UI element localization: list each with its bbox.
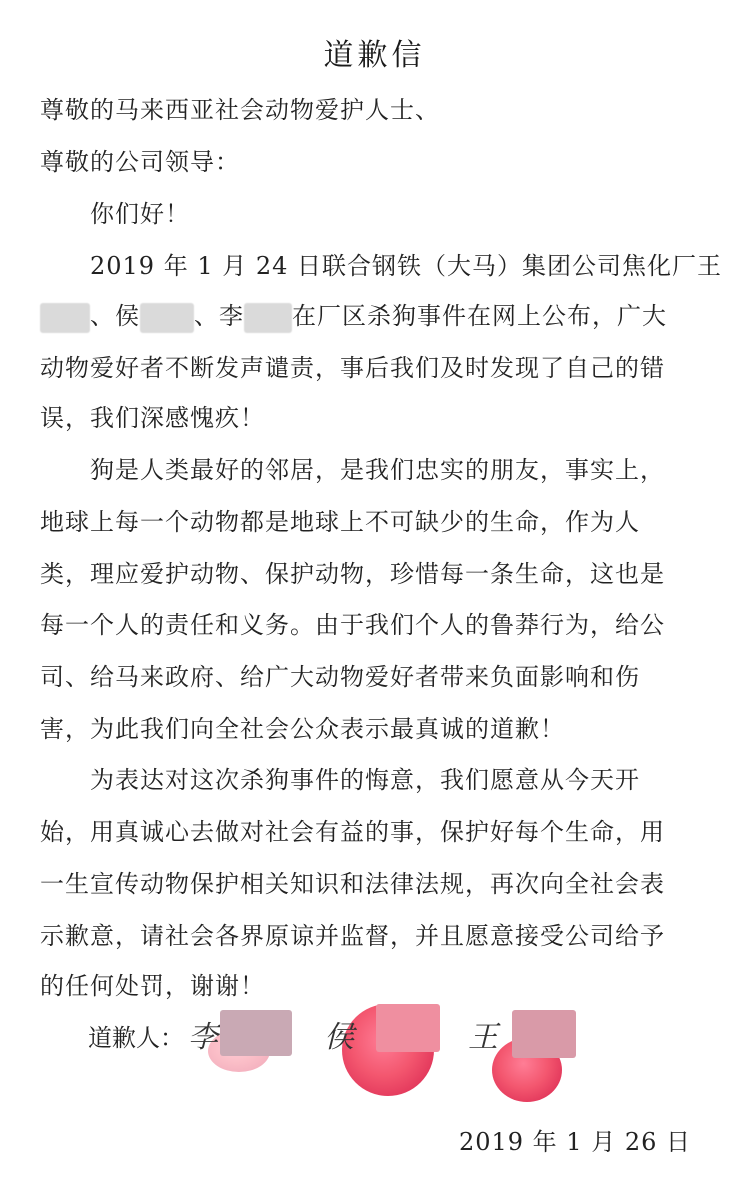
- redacted-name-2: [140, 303, 194, 333]
- p1-fragment-c: 在厂区杀狗事件在网上公布，广大: [292, 302, 667, 330]
- paragraph-1-line-1: 2019 年 1 月 24 日联合钢铁（大马）集团公司焦化厂王: [90, 252, 723, 280]
- paragraph-2-line-3: 类，理应爱护动物、保护动物，珍惜每一条生命，这也是: [40, 560, 665, 588]
- paragraph-3-line-5: 的任何处罚，谢谢！: [40, 972, 265, 1000]
- paragraph-1-line-4: 误，我们深感愧疚！: [40, 404, 265, 432]
- p1-fragment-a: 、侯: [90, 302, 140, 330]
- salutation-line-1: 尊敬的马来西亚社会动物爱护人士、: [40, 96, 440, 124]
- paragraph-3-line-1: 为表达对这次杀狗事件的悔意，我们愿意从今天开: [90, 766, 640, 794]
- salutation-line-2: 尊敬的公司领导：: [40, 148, 240, 176]
- redacted-name-3: [244, 303, 292, 333]
- signature-label: 道歉人：: [88, 1024, 184, 1052]
- letter-title: 道歉信: [323, 38, 426, 73]
- redacted-name-1: [40, 303, 90, 333]
- letter-date: 2019 年 1 月 26 日: [458, 1128, 691, 1156]
- paragraph-2-line-5: 司、给马来政府、给广大动物爱好者带来负面影响和伤: [40, 663, 640, 691]
- paragraph-3-line-4: 示歉意，请社会各界原谅并监督，并且愿意接受公司给予: [40, 922, 665, 950]
- signature-redaction-1: [220, 1010, 292, 1056]
- paragraph-2-line-6: 害，为此我们向全社会公众表示最真诚的道歉！: [40, 715, 565, 743]
- signature-char-1: 李: [188, 1020, 218, 1055]
- paragraph-2-line-4: 每一个人的责任和义务。由于我们个人的鲁莽行为，给公: [40, 611, 665, 639]
- paragraph-2-line-1: 狗是人类最好的邻居，是我们忠实的朋友，事实上，: [90, 456, 665, 484]
- signature-redaction-2: [376, 1004, 440, 1052]
- paragraph-2-line-2: 地球上每一个动物都是地球上不可缺少的生命，作为人: [40, 508, 640, 536]
- greeting-line: 你们好！: [90, 200, 190, 228]
- paragraph-3-line-3: 一生宣传动物保护相关知识和法律法规，再次向全社会表: [40, 870, 665, 898]
- signature-row: [40, 1000, 740, 1110]
- p1-fragment-b: 、李: [194, 302, 244, 330]
- paragraph-1-line-3: 动物爱好者不断发声谴责，事后我们及时发现了自己的错: [40, 354, 665, 382]
- paragraph-3-line-2: 始，用真诚心去做对社会有益的事，保护好每个生命，用: [40, 818, 665, 846]
- signature-redaction-3: [512, 1010, 576, 1058]
- signature-char-2: 侯: [324, 1020, 354, 1055]
- signature-char-3: 王: [468, 1020, 498, 1055]
- paragraph-1-line-2: [40, 296, 667, 333]
